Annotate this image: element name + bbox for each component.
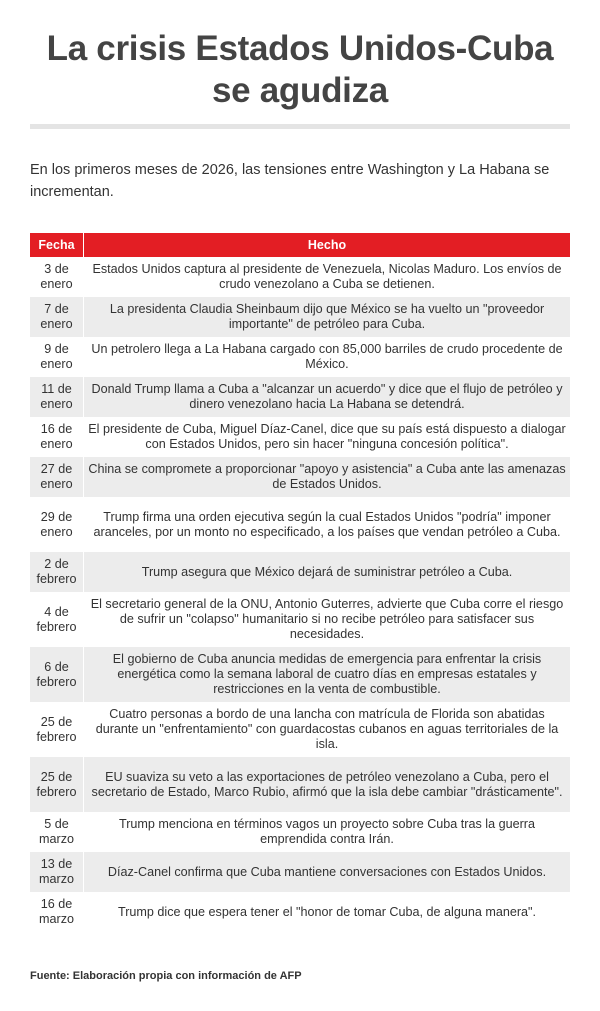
date-cell: 11 de enero xyxy=(30,377,84,417)
date-cell: 29 de enero xyxy=(30,497,84,552)
date-cell: 2 de febrero xyxy=(30,552,84,592)
table-row xyxy=(30,417,570,457)
event-cell: Trump dice que espera tener el "honor de tomar Cuba, de alguna manera". xyxy=(117,904,537,919)
table-row xyxy=(30,552,570,592)
table-row xyxy=(30,702,570,757)
table-row xyxy=(30,812,570,852)
table-row xyxy=(30,297,570,337)
date-cell: 16 de marzo xyxy=(30,892,84,932)
event-cell: EU suaviza su veto a las exportaciones de petróleo venezolano a Cuba, pero el secretario de Estado, Marco Rubio, afirmó que la isla debe cambiar "drásticamente". xyxy=(84,757,571,812)
table-row xyxy=(30,892,570,932)
date-cell: 16 de enero xyxy=(30,417,84,457)
date-cell: 25 de febrero xyxy=(30,757,84,812)
date-cell: 13 de marzo xyxy=(30,852,84,892)
event-cell: El presidente de Cuba, Miguel Díaz-Canel, dice que su país está dispuesto a dialogar con Estados Unidos, pero sin hacer "ninguna concesión política". xyxy=(88,422,566,451)
table-row xyxy=(30,337,570,377)
date-cell: 9 de enero xyxy=(30,337,84,377)
event-cell: Díaz-Canel confirma que Cuba mantiene conversaciones con Estados Unidos. xyxy=(84,852,571,892)
table-header-row xyxy=(30,233,570,257)
event-cell: Trump asegura que México dejará de suministrar petróleo a Cuba. xyxy=(84,552,571,592)
event-cell: Un petrolero llega a La Habana cargado con 85,000 barriles de crudo procedente de México. xyxy=(91,342,563,371)
event-cell: Trump firma una orden ejecutiva según la cual Estados Unidos "podría" imponer aranceles, por un monto no especificado, a los países que vendan petróleo a Cuba. xyxy=(93,509,561,539)
event-cell: Estados Unidos captura al presidente de Venezuela, Nicolas Maduro. Los envíos de crudo venezolano a Cuba se detienen. xyxy=(92,262,562,291)
title-divider xyxy=(30,124,570,129)
date-cell: 3 de enero xyxy=(30,257,84,297)
table-row xyxy=(30,377,570,417)
table-row xyxy=(30,257,570,297)
event-cell: Donald Trump llama a Cuba a "alcanzar un acuerdo" y dice que el flujo de petróleo y dinero venezolano hacia La Habana se detendrá. xyxy=(84,377,571,417)
event-cell: La presidenta Claudia Sheinbaum dijo que México se ha vuelto un "proveedor importante" de petróleo para Cuba. xyxy=(84,297,571,337)
date-cell: 4 de febrero xyxy=(30,592,84,647)
date-cell: 25 de febrero xyxy=(30,702,84,757)
subtitle: En los primeros meses de 2026, las tensiones entre Washington y La Habana se incrementan. xyxy=(30,162,550,200)
table-row xyxy=(30,852,570,892)
date-cell: 7 de enero xyxy=(30,297,84,337)
table-row xyxy=(30,647,570,702)
table-row xyxy=(30,757,570,812)
table-row xyxy=(30,457,570,497)
table-row xyxy=(30,497,570,552)
timeline-table xyxy=(30,233,570,932)
event-cell: El gobierno de Cuba anuncia medidas de emergencia para enfrentar la crisis energética como la semana laboral de cuatro días en empresas estatales y restricciones en la venta de combustible. xyxy=(84,647,571,702)
source-note: Fuente: Elaboración propia con información de AFP xyxy=(30,970,302,982)
date-cell: 5 de marzo xyxy=(30,812,84,852)
date-cell: 6 de febrero xyxy=(30,647,84,702)
event-cell: Cuatro personas a bordo de una lancha con matrícula de Florida son abatidas durante un "enfrentamiento" con guardacostas cubanos en aguas territoriales de la isla. xyxy=(95,707,559,751)
event-cell: China se compromete a proporcionar "apoyo y asistencia" a Cuba ante las amenazas de Estados Unidos. xyxy=(84,457,571,497)
event-cell: El secretario general de la ONU, Antonio Guterres, advierte que Cuba corre el riesgo de sufrir un "colapso" humanitario si no recibe petróleo para satisfacer sus necesidades. xyxy=(90,597,564,641)
date-cell: 27 de enero xyxy=(30,457,84,497)
table-row xyxy=(30,592,570,647)
column-header-hecho: Hecho xyxy=(84,233,571,257)
column-header-fecha: Fecha xyxy=(30,233,84,257)
event-cell: Trump menciona en términos vagos un proyecto sobre Cuba tras la guerra emprendida contra Irán. xyxy=(118,817,536,846)
page-title: La crisis Estados Unidos-Cuba se agudiza xyxy=(46,29,554,110)
